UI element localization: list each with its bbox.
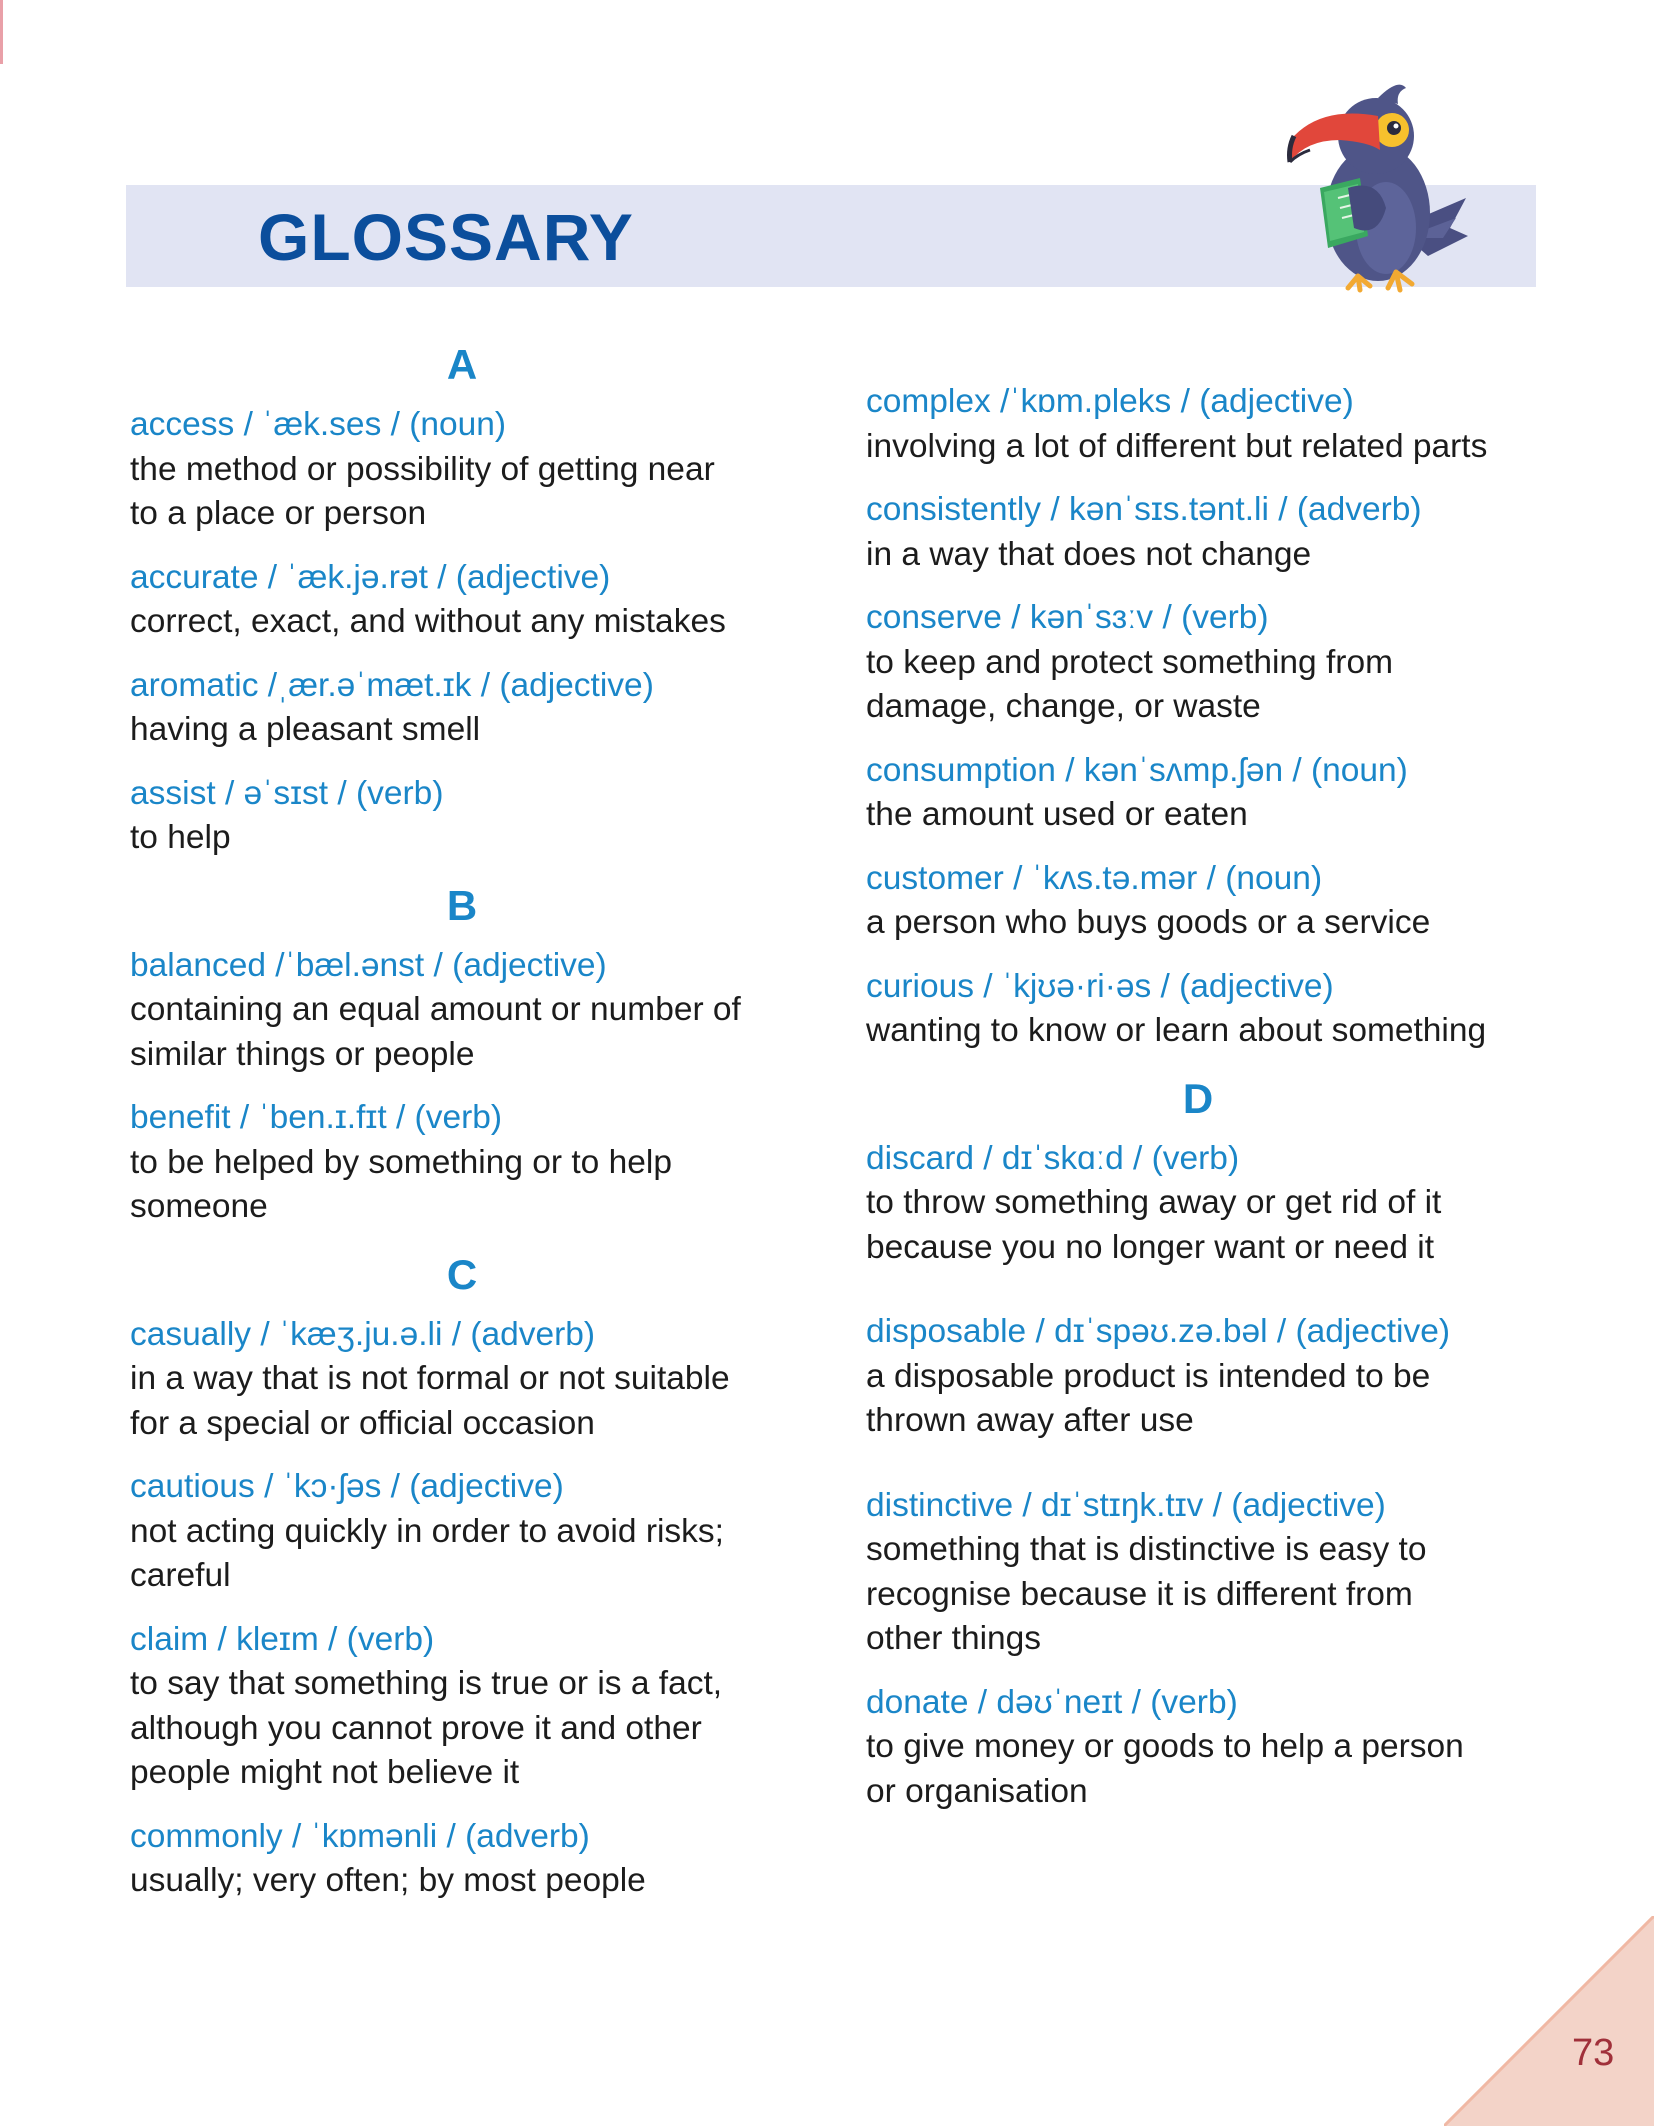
page-corner-decoration	[1444, 1916, 1654, 2126]
glossary-entry	[866, 1137, 1566, 1271]
entry-term: distinctive / dɪˈstɪŋk.tɪv / (adjective)	[866, 1486, 1386, 1524]
entry-term: benefit / ˈben.ɪ.fɪt / (verb)	[130, 1099, 503, 1136]
entry-definition-line: to give money or goods to help a person	[866, 1728, 1464, 1765]
glossary-entry	[866, 1484, 1566, 1662]
glossary-entry	[130, 772, 820, 861]
entry-term: balanced /ˈbæl.ənst / (adjective)	[130, 946, 607, 984]
glossary-entry	[866, 380, 1566, 469]
page-edge-mark	[0, 0, 3, 64]
section-letter-d: D	[1182, 1074, 1214, 1122]
entry-definition-line: containing an equal amount or number of	[130, 991, 741, 1028]
glossary-entry	[130, 403, 820, 537]
entry-term: donate / dəʊˈneɪt / (verb)	[866, 1683, 1238, 1721]
glossary-entry	[130, 1465, 820, 1599]
entry-term: cautious / ˈkɔ·ʃəs / (adjective)	[130, 1468, 564, 1505]
entry-definition-line: wanting to know or learn about something	[866, 1012, 1487, 1049]
entry-term: assist / əˈsɪst / (verb)	[130, 774, 444, 812]
entry-definition-line: to be helped by something or to help	[130, 1143, 672, 1181]
entry-term: access / ˈæk.ses / (noun)	[130, 406, 507, 443]
glossary-left-column	[130, 325, 820, 1923]
glossary-entry	[866, 488, 1566, 577]
entry-term: claim / kleɪm / (verb)	[130, 1620, 435, 1658]
entry-definition-line: for a special or official occasion	[130, 1404, 595, 1442]
entry-term: accurate / ˈæk.jə.rət / (adjective)	[130, 558, 611, 596]
entry-definition-line: to keep and protect something from	[866, 643, 1393, 681]
entry-term: conserve / kənˈsɜːv / (verb)	[866, 599, 1269, 636]
entry-definition-line: careful	[130, 1557, 231, 1594]
glossary-entry	[866, 596, 1566, 730]
glossary-entry	[866, 857, 1566, 946]
glossary-entry	[866, 965, 1566, 1054]
entry-term: complex /ˈkɒm.pleks / (adjective)	[866, 383, 1354, 420]
glossary-entry	[130, 1096, 820, 1230]
entry-term: disposable / dɪˈspəʊ.zə.bəl / (adjective)	[866, 1313, 1451, 1350]
entry-term: discard / dɪˈskɑːd / (verb)	[866, 1139, 1240, 1177]
entry-definition-line: correct, exact, and without any mistakes	[130, 603, 726, 640]
entry-definition-line: other things	[866, 1620, 1042, 1657]
glossary-right-column	[866, 380, 1566, 1833]
entry-definition-line: thrown away after use	[866, 1402, 1194, 1439]
glossary-entry	[130, 664, 820, 753]
entry-definition-line: or organisation	[866, 1772, 1088, 1810]
entry-definition-line: someone	[130, 1188, 268, 1225]
glossary-entry	[866, 1310, 1566, 1444]
entry-definition-line: not acting quickly in order to avoid risks;	[130, 1512, 724, 1550]
glossary-entry	[130, 1815, 820, 1904]
entry-definition-line: damage, change, or waste	[866, 688, 1261, 725]
entry-term: casually / ˈkæʒ.ju.ə.li / (adverb)	[130, 1315, 596, 1353]
entry-term: consumption / kənˈsʌmp.ʃən / (noun)	[866, 751, 1408, 789]
section-letter-a: A	[446, 341, 478, 388]
section-letter-c: C	[446, 1250, 478, 1298]
glossary-entry	[866, 1681, 1566, 1815]
entry-definition-line: in a way that is not formal or not suitable	[130, 1360, 730, 1397]
page-title: GLOSSARY	[258, 200, 634, 274]
entry-definition-line: because you no longer want or need it	[866, 1228, 1435, 1266]
entry-definition-line: to say that something is true or is a fact,	[130, 1665, 723, 1702]
entry-definition-line: the method or possibility of getting near	[130, 450, 715, 488]
entry-definition-line: people might not believe it	[130, 1754, 520, 1791]
entry-definition-line: usually; very often; by most people	[130, 1862, 646, 1899]
glossary-entry	[130, 1313, 820, 1447]
glossary-entry	[130, 1618, 820, 1796]
page-number: 73	[1572, 2032, 1615, 2074]
entry-definition-line: the amount used or eaten	[866, 796, 1248, 833]
glossary-entry	[866, 749, 1566, 838]
entry-definition-line: similar things or people	[130, 1035, 475, 1073]
entry-term: consistently / kənˈsɪs.tənt.li / (adverb)	[866, 491, 1422, 528]
entry-definition-line: to help	[130, 819, 231, 856]
entry-term: commonly / ˈkɒmənli / (adverb)	[130, 1817, 590, 1855]
toucan-reading-book-illustration	[1228, 78, 1478, 298]
entry-definition-line: something that is distinctive is easy to	[866, 1531, 1427, 1568]
entry-term: curious / ˈkjʊə·ri·əs / (adjective)	[866, 967, 1334, 1005]
entry-definition-line: a person who buys goods or a service	[866, 904, 1431, 941]
entry-term: customer / ˈkʌs.tə.mər / (noun)	[866, 859, 1323, 897]
entry-definition-line: involving a lot of different but related parts	[866, 427, 1488, 465]
entry-definition-line: having a pleasant smell	[130, 711, 481, 748]
section-letter-b: B	[446, 881, 478, 929]
entry-definition-line: a disposable product is intended to be	[866, 1357, 1431, 1395]
entry-definition-line: in a way that does not change	[866, 535, 1312, 573]
entry-definition-line: to throw something away or get rid of it	[866, 1184, 1442, 1221]
entry-definition-line: although you cannot prove it and other	[130, 1709, 702, 1747]
glossary-entry	[130, 944, 820, 1078]
entry-term: aromatic /ˌær.əˈmæt.ɪk / (adjective)	[130, 666, 654, 704]
entry-definition-line: to a place or person	[130, 495, 427, 532]
glossary-entry	[130, 556, 820, 645]
entry-definition-line: recognise because it is different from	[866, 1575, 1413, 1613]
